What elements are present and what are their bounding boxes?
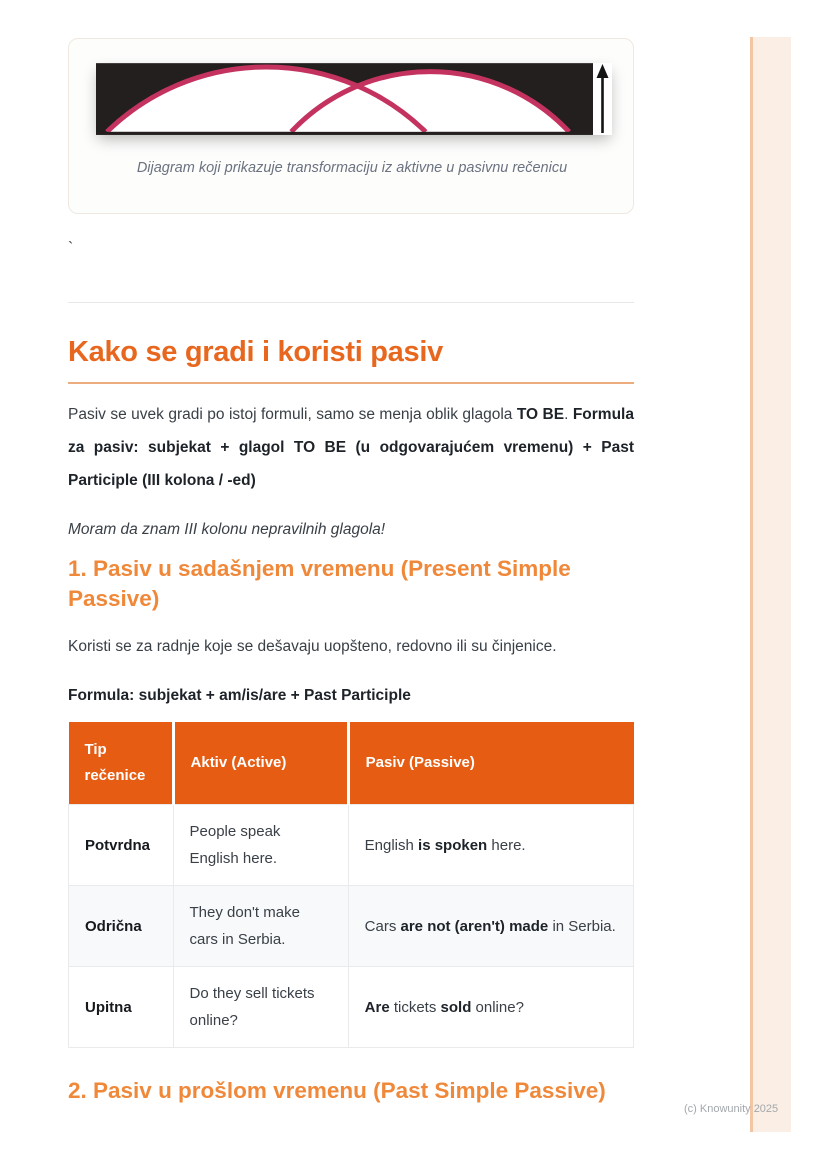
copyright-note: (c) Knowunity 2025 (684, 1103, 779, 1115)
page-title: Kako se gradi i koristi pasiv (68, 336, 443, 368)
row-type-cell: Odrična (69, 886, 174, 967)
arc-diagram (96, 63, 593, 135)
passive-sentence-cell: Cars are not (aren't) made in Serbia. (348, 886, 633, 967)
header-cell-active: Aktiv (Active) (173, 722, 348, 805)
diagram-image (96, 63, 612, 135)
table-header-row (69, 722, 634, 805)
usage-paragraph: Koristi se za radnje koje se dešavaju uopšteno, redovno ili su činjenice. (68, 638, 557, 655)
formula-line: Formula: subjekat + am/is/are + Past Participle (68, 687, 411, 704)
active-sentence-cell: Do they sell tickets online? (173, 967, 348, 1048)
row-type-cell: Potvrdna (69, 805, 174, 886)
table-row (69, 886, 634, 967)
heading-past-simple: 2. Pasiv u prošlom vremenu (Past Simple Passive) (68, 1078, 606, 1103)
stray-backtick: ` (68, 240, 74, 257)
table-row (69, 967, 634, 1048)
row-type-cell: Upitna (69, 967, 174, 1048)
header-cell-type: Tip rečenice (69, 722, 174, 805)
heading-present-simple: 1. Pasiv u sadašnjem vremenu (Present Simple Passive) (68, 556, 571, 611)
active-sentence-cell: People speak English here. (173, 805, 348, 886)
banner-baseline (96, 132, 593, 135)
figure-caption: Dijagram koji prikazuje transformaciju iz aktivne u pasivnu rečenicu (136, 160, 568, 176)
title-underline (68, 382, 634, 384)
active-sentence-cell: They don't make cars in Serbia. (173, 886, 348, 967)
passive-sentence-cell: Are tickets sold online? (348, 967, 633, 1048)
section-divider (68, 302, 634, 303)
right-margin-stripe (750, 37, 791, 1132)
passive-table (68, 722, 634, 1048)
note-italic: Moram da znam III kolonu nepravilnih glagola! (68, 521, 386, 538)
header-cell-passive: Pasiv (Passive) (348, 722, 633, 805)
table-row (69, 805, 634, 886)
content-column (68, 0, 634, 1106)
passive-sentence-cell: English is spoken here. (348, 805, 633, 886)
up-arrow-icon (595, 63, 610, 135)
intro-paragraph: Pasiv se uvek gradi po istoj formuli, samo se menja oblik glagola TO BE. Formula za pasiv: subjekat + glagol TO BE (u odgovarajućem vremenu) + Past Participle (III kolona / -ed) (68, 406, 634, 489)
arrow-container (593, 63, 612, 135)
figure-card (68, 38, 634, 214)
